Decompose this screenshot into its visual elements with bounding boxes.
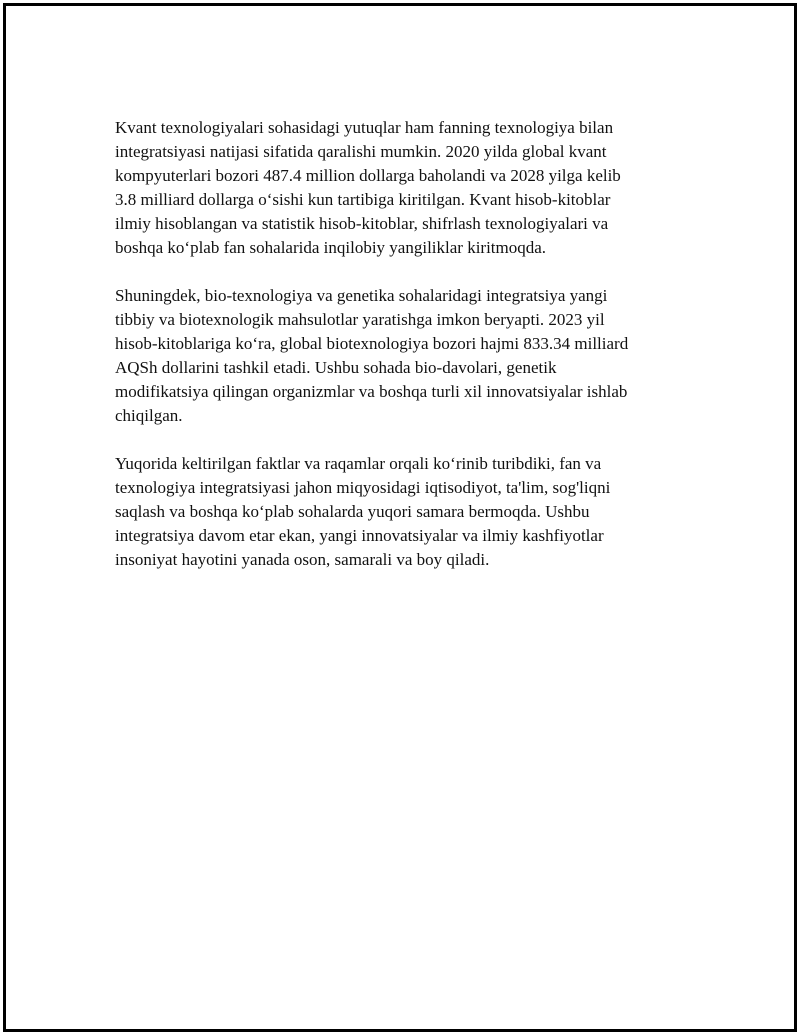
document-body [115,116,690,596]
paragraph-conclusion: Yuqorida keltirilgan faktlar va raqamlar orqali koʻrinib turibdiki, fan va texnologiya integratsiyasi jahon miqyosidagi iqtisodiyot, ta'lim, sog'liqni saqlash va boshqa koʻplab sohalarda yuqori samara bermoqda. Ushbu integratsiya davom etar ekan, yangi innovatsiyalar va ilmiy kashfiyotlar insoniyat hayotini yanada oson, samarali va boy qiladi. [115,454,611,569]
paragraph-biotech: Shuningdek, bio-texnologiya va genetika sohalaridagi integratsiya yangi tibbiy va biotexnologik mahsulotlar yaratishga imkon beryapti. 2023 yil hisob-kitoblariga koʻra, global biotexnologiya bozori hajmi 833.34 milliard AQSh dollarini tashkil etadi. Ushbu sohada bio-davolari, genetik modifikatsiya qilingan organizmlar va boshqa turli xil innovatsiyalar ishlab chiqilgan. [115,286,629,425]
paragraph-quantum: Kvant texnologiyalari sohasidagi yutuqlar ham fanning texnologiya bilan integratsiyasi natijasi sifatida qaralishi mumkin. 2020 yilda global kvant kompyuterlari bozori 487.4 million dollarga baholandi va 2028 yilga kelib 3.8 milliard dollarga oʻsishi kun tartibiga kiritilgan. Kvant hisob-kitoblar ilmiy hisoblangan va statistik hisob-kitoblar, shifrlash texnologiyalari va boshqa koʻplab fan sohalarida inqilobiy yangiliklar kiritmoqda. [115,118,621,257]
